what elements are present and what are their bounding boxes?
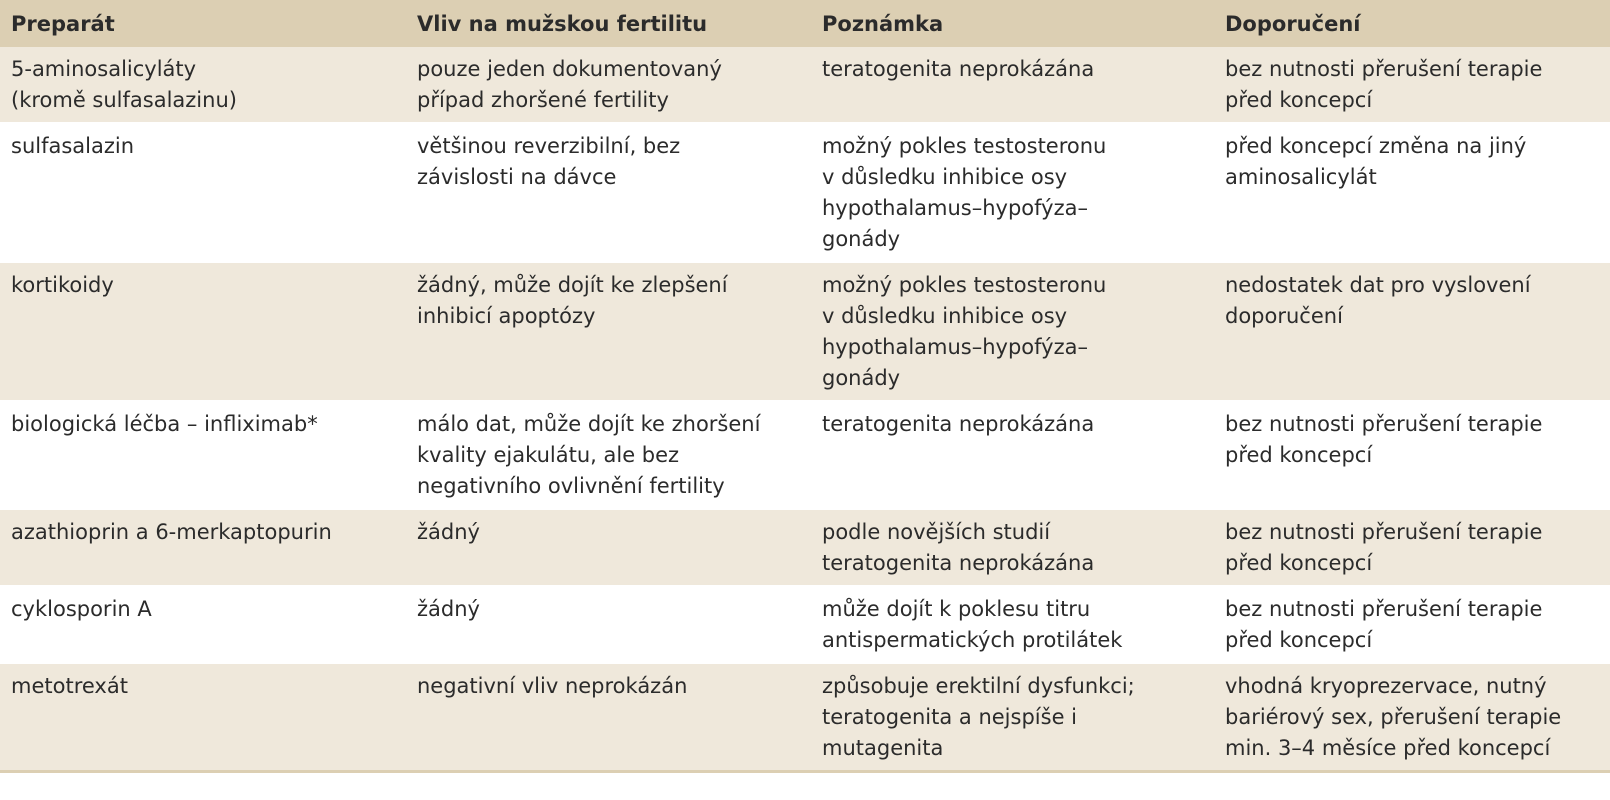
table-row — [0, 586, 1610, 663]
cell-recommendation: nedostatek dat pro vyslovení doporučení — [1213, 262, 1610, 401]
cell-recommendation: bez nutnosti přerušení terapie před koncepcí — [1213, 401, 1610, 509]
cell-note: způsobuje erektilní dysfunkci; teratogenita a nejspíše i mutagenita — [810, 663, 1213, 772]
header-recommendation: Doporučení — [1213, 0, 1610, 47]
header-effect: Vliv na mužskou fertilitu — [405, 0, 810, 47]
cell-note: teratogenita neprokázána — [810, 47, 1213, 123]
cell-effect: většinou reverzibilní, bez závislosti na dávce — [405, 123, 810, 262]
cell-drug: kortikoidy — [0, 262, 405, 401]
cell-drug: cyklosporin A — [0, 586, 405, 663]
header-note: Poznámka — [810, 0, 1213, 47]
cell-drug: 5-aminosalicyláty (kromě sulfasalazinu) — [0, 47, 405, 123]
table-row — [0, 123, 1610, 262]
table-row — [0, 401, 1610, 509]
cell-recommendation: bez nutnosti přerušení terapie před koncepcí — [1213, 586, 1610, 663]
table-row — [0, 663, 1610, 772]
cell-note: podle novějších studií teratogenita neprokázána — [810, 509, 1213, 586]
table-row — [0, 509, 1610, 586]
cell-note: může dojít k poklesu titru antispermatických protilátek — [810, 586, 1213, 663]
cell-effect: málo dat, může dojít ke zhoršení kvality ejakulátu, ale bez negativního ovlivnění fertility — [405, 401, 810, 509]
cell-note: možný pokles testosteronu v důsledku inhibice osy hypothalamus–hypofýza– gonády — [810, 123, 1213, 262]
cell-recommendation: bez nutnosti přerušení terapie před koncepcí — [1213, 47, 1610, 123]
cell-drug: sulfasalazin — [0, 123, 405, 262]
cell-effect: pouze jeden dokumentovaný případ zhoršené fertility — [405, 47, 810, 123]
cell-effect: žádný — [405, 586, 810, 663]
cell-recommendation: vhodná kryoprezervace, nutný bariérový sex, přerušení terapie min. 3–4 měsíce před koncepcí — [1213, 663, 1610, 772]
header-drug: Preparát — [0, 0, 405, 47]
cell-recommendation: před koncepcí změna na jiný aminosalicylát — [1213, 123, 1610, 262]
table-header-row — [0, 0, 1610, 47]
cell-drug: azathioprin a 6-merkaptopurin — [0, 509, 405, 586]
cell-recommendation: bez nutnosti přerušení terapie před koncepcí — [1213, 509, 1610, 586]
cell-note: teratogenita neprokázána — [810, 401, 1213, 509]
cell-drug: metotrexát — [0, 663, 405, 772]
cell-effect: žádný, může dojít ke zlepšení inhibicí apoptózy — [405, 262, 810, 401]
cell-effect: žádný — [405, 509, 810, 586]
table-row — [0, 262, 1610, 401]
table-row — [0, 47, 1610, 123]
cell-effect: negativní vliv neprokázán — [405, 663, 810, 772]
cell-note: možný pokles testosteronu v důsledku inhibice osy hypothalamus–hypofýza– gonády — [810, 262, 1213, 401]
cell-drug: biologická léčba – infliximab* — [0, 401, 405, 509]
